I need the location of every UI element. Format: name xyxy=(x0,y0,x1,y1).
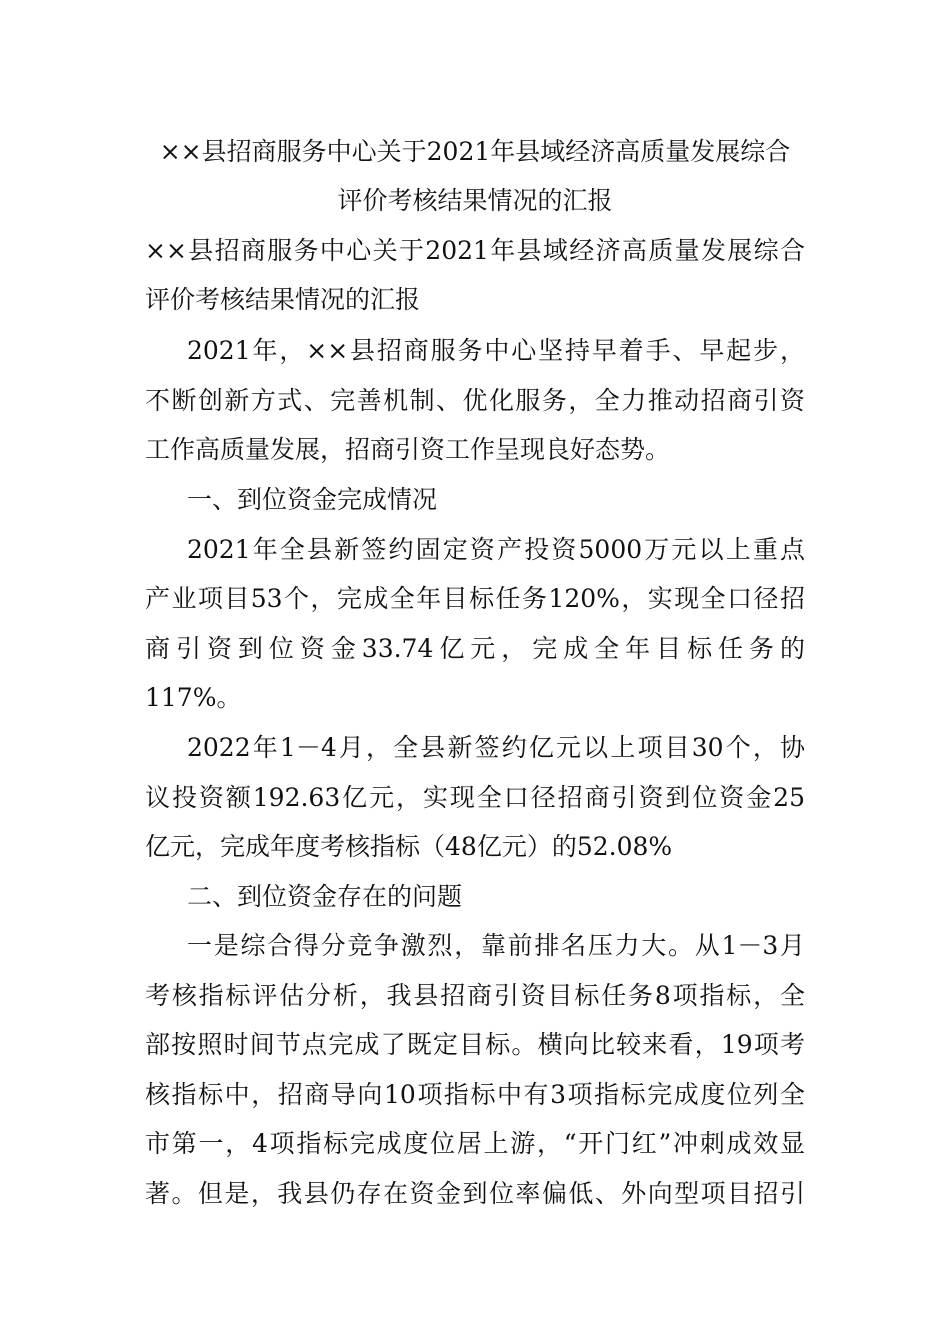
paragraph-line: 亿元，完成年度考核指标（48亿元）的52.08% xyxy=(145,832,673,861)
paragraph-line: 2021年全县新签约固定资产投资5000万元以上重点 xyxy=(187,535,805,564)
paragraph-line: 117%。 xyxy=(145,683,242,712)
document-title-line-2: 评价考核结果情况的汇报 xyxy=(337,186,613,215)
section-heading-1: 一、到位资金完成情况 xyxy=(187,485,438,514)
repeated-title-line-1: ××县招商服务中心关于2021年县域经济高质量发展综合 xyxy=(145,236,805,265)
section-heading-2: 二、到位资金存在的问题 xyxy=(187,882,463,911)
paragraph-line: 考核指标评估分析，我县招商引资目标任务8项指标，全 xyxy=(145,981,805,1010)
paragraph-line: 一是综合得分竞争激烈，靠前排名压力大。从1－3月 xyxy=(187,931,805,960)
paragraph-line: 著。但是，我县仍存在资金到位率偏低、外向型项目招引 xyxy=(145,1179,805,1208)
paragraph-line: 商引资到位资金33.74亿元，完成全年目标任务的 xyxy=(145,634,805,663)
paragraph-line: 2022年1－4月，全县新签约亿元以上项目30个，协 xyxy=(187,733,805,762)
paragraph-line: 市第一，4项指标完成度位居上游，“开门红”冲刺成效显 xyxy=(145,1129,805,1158)
paragraph-line: 部按照时间节点完成了既定目标。横向比较来看，19项考 xyxy=(145,1030,805,1059)
paragraph-line: 2021年，××县招商服务中心坚持早着手、早起步， xyxy=(187,336,805,365)
paragraph-line: 核指标中，招商导向10项指标中有3项指标完成度位列全 xyxy=(145,1080,805,1109)
paragraph-line: 不断创新方式、完善机制、优化服务，全力推动招商引资 xyxy=(145,386,805,415)
document-title-line-1: ××县招商服务中心关于2021年县域经济高质量发展综合 xyxy=(159,137,791,166)
paragraph-line: 议投资额192.63亿元，实现全口径招商引资到位资金25 xyxy=(145,783,805,812)
repeated-title-line-2: 评价考核结果情况的汇报 xyxy=(145,285,421,314)
paragraph-line: 产业项目53个，完成全年目标任务120%，实现全口径招 xyxy=(145,584,805,613)
paragraph-line: 工作高质量发展，招商引资工作呈现良好态势。 xyxy=(145,435,671,464)
